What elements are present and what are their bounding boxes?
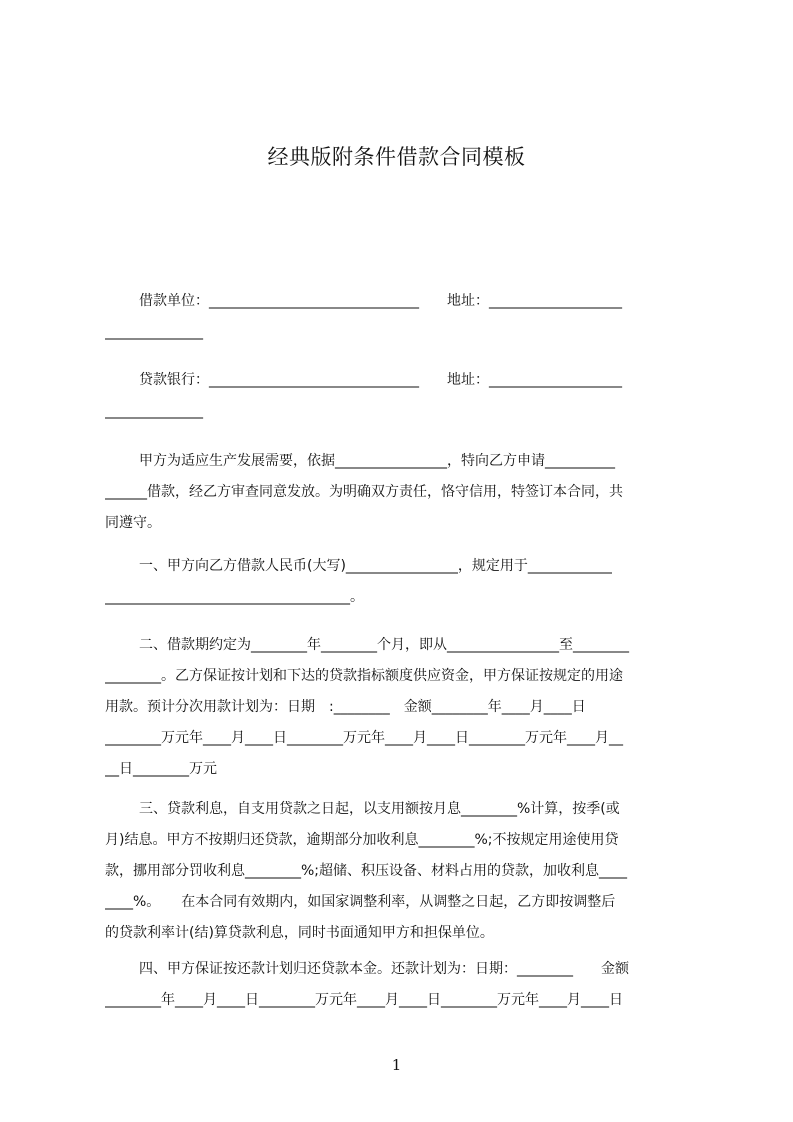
paragraph-line: 四、甲方保证按还款计划归还贷款本金。还款计划为：日期：________ 金额 [139,961,629,977]
paragraph-line: 二、借款期约定为________年________个月，即从________________至________ [139,637,629,653]
paragraph-line: ________万元年____月____日________万元年____月____日________万元年____月__ [105,730,623,746]
lender-field [105,365,701,427]
page-number: 1 [391,1056,402,1074]
paragraph-line: ____%。 在本合同有效期内，如国家调整利率，从调整之日起，乙方即按调整后 [105,894,616,910]
paragraph-line: ________年____月____日________万元年____月____日________万元年____月____日 [105,992,623,1008]
paragraph-clause-1 [105,551,701,613]
paragraph-line: 同遵守。 [105,515,161,531]
paragraph-preamble [105,446,701,539]
paragraph-line: ______借款，经乙方审查同意发放。为明确双方责任，恪守信用，特签订本合同，共 [105,484,623,500]
paragraph-line: 用款。预计分次用款计划为：日期 :________ 金额________年____月____日 [105,699,586,715]
borrower-field [105,286,701,348]
document-title: 经典版附条件借款合同模板 [267,145,526,169]
paragraph-line: 的贷款利率计(结)算贷款利息，同时书面通知甲方和担保单位。 [105,925,494,941]
paragraph-line: 三、贷款利息，自支用贷款之日起，以支用额按月息________%计算，按季(或 [139,801,620,817]
paragraph-line: 月)结息。甲方不按期归还贷款，逾期部分加收利息________%;不按规定用途使用贷 [105,832,619,848]
borrower-line-continued: ______________ [105,324,203,340]
borrower-line: 借款单位：______________________________ 地址：___________________ [139,293,622,309]
paragraph-clause-3 [105,794,701,949]
lender-line: 贷款银行：______________________________ 地址：___________________ [139,372,622,388]
lender-line-continued: ______________ [105,403,203,419]
paragraph-line: 甲方为适应生产发展需要，依据________________，特向乙方申请__________ [139,453,615,469]
paragraph-line: 一、甲方向乙方借款人民币(大写)________________，规定用于____________ [139,558,612,574]
paragraph-clause-2 [105,630,701,785]
paragraph-line: 款，挪用部分罚收利息________%;超储、积压设备、材料占用的贷款，加收利息____ [105,863,628,879]
paragraph-line: __日________万元 [105,761,217,777]
paragraph-line: ___________________________________。 [105,589,364,605]
paragraph-clause-4 [105,954,701,1016]
paragraph-line: ________。乙方保证按计划和下达的贷款指标额度供应资金，甲方保证按规定的用途 [105,668,623,684]
